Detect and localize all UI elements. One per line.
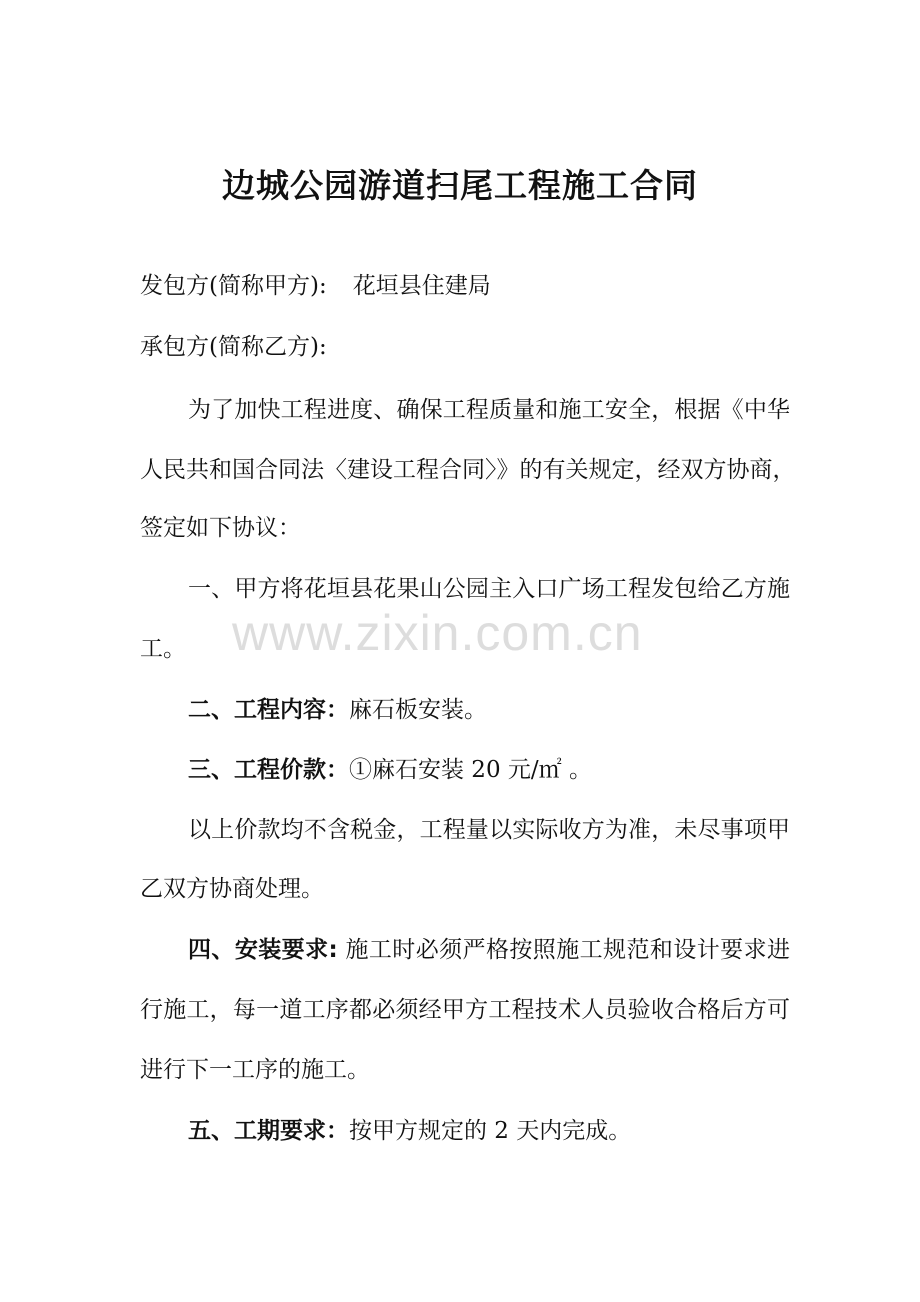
party-a-label: 发包方(简称甲方): (140, 273, 327, 299)
watermark-text: www.zixin.com.cn (232, 605, 643, 661)
item4-line-3: 进行下一工序的施工。 (140, 1057, 370, 1083)
price-note-line-1: 以上价款均不含税金，工程量以实际收方为准，未尽事项甲 (188, 817, 790, 843)
party-b-line (140, 332, 790, 362)
party-a-line (140, 271, 790, 301)
item5-text: 按甲方规定的 2 天内完成。 (349, 1118, 632, 1144)
item2-line (140, 695, 790, 725)
party-b-label: 承包方(简称乙方): (140, 334, 327, 360)
item3-text: ①麻石安装 20 元/㎡ 。 (349, 757, 592, 783)
item1-line-1: 一、甲方将花垣县花果山公园主入口广场工程发包给乙方施 (188, 576, 790, 602)
item4-text-1: 施工时必须严格按照施工规范和设计要求进 (337, 937, 790, 963)
item4-line-1 (140, 935, 790, 965)
party-a-value: 花垣县住建局 (352, 273, 491, 299)
price-note-line-2: 乙双方协商处理。 (140, 876, 324, 902)
item3-line (140, 755, 790, 785)
item4-line-2: 行施工，每一道工序都必须经甲方工程技术人员验收合格后方可 (140, 997, 790, 1023)
item2-text: 麻石板安装。 (349, 697, 487, 723)
item3-label: 三、工程价款： (188, 757, 349, 783)
item5-line (140, 1116, 790, 1146)
item2-label: 二、工程内容： (188, 697, 349, 723)
document-title: 边城公园游道扫尾工程施工合同 (222, 166, 698, 205)
item1-line-2: 工。 (140, 636, 186, 662)
item5-label: 五、工期要求： (188, 1118, 349, 1144)
intro-line-2: 人民共和国合同法〈建设工程合同〉》的有关规定，经双方协商， (140, 457, 796, 483)
intro-line-3: 签定如下协议： (140, 515, 301, 541)
intro-line-1: 为了加快工程进度、确保工程质量和施工安全，根据《中华 (188, 397, 790, 423)
item4-label: 四、安装要求: (188, 937, 338, 963)
